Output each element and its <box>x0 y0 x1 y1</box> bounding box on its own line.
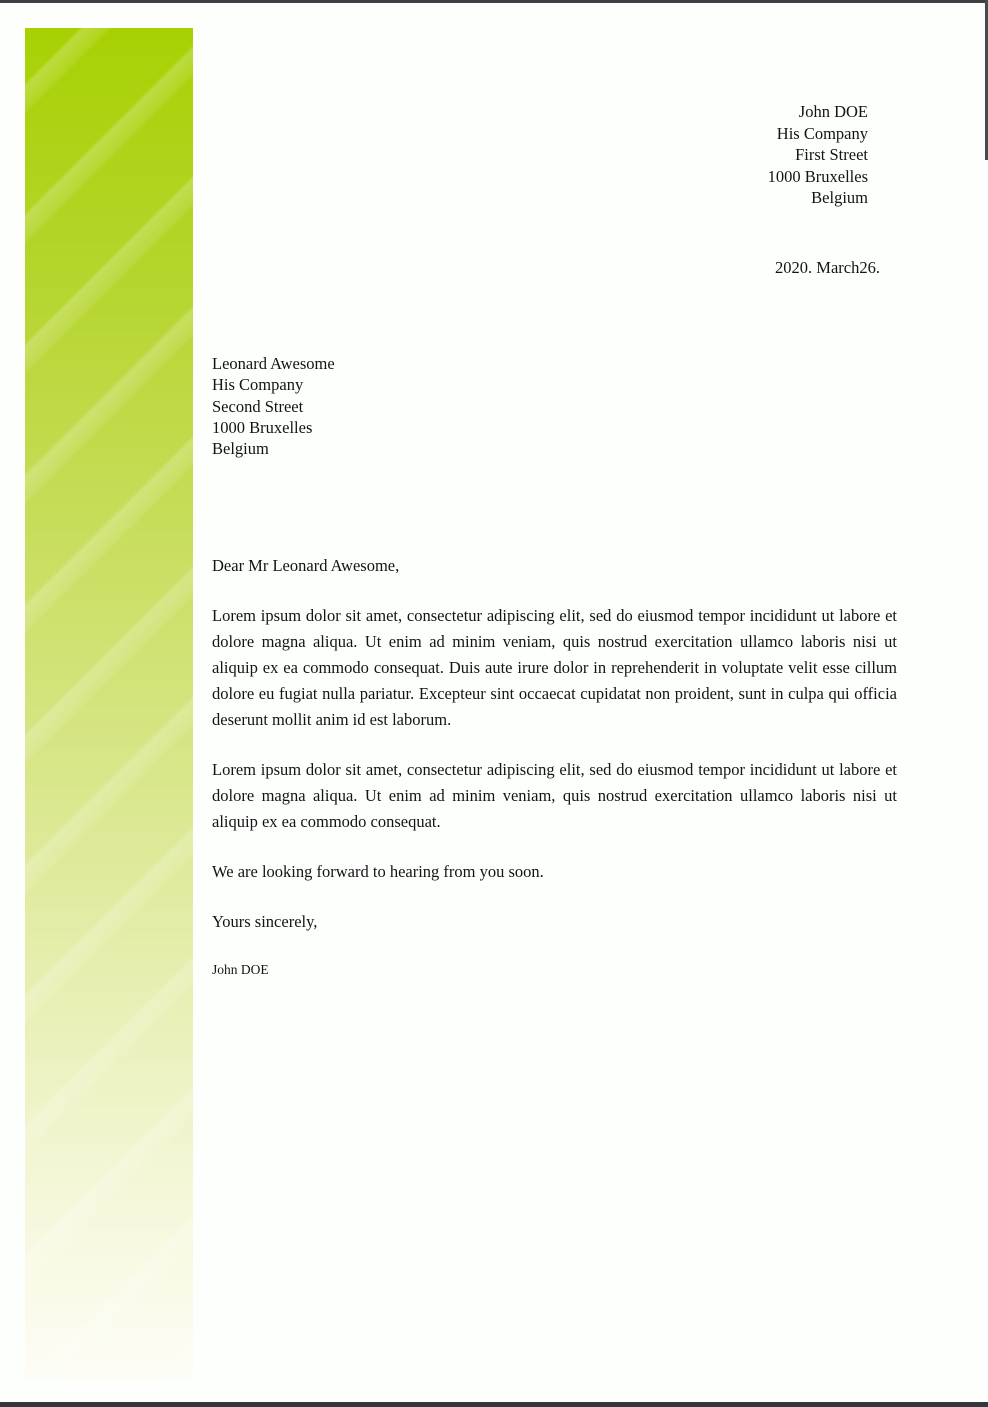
recipient-name: Leonard Awesome <box>212 354 335 373</box>
body-paragraph-1: Lorem ipsum dolor sit amet, consectetur adipiscing elit, sed do eiusmod tempor incididunt ut labore et dolore magna aliqua. Ut enim ad minim veniam, quis nostrud exercitation ullamco laboris nisi ut aliquip ex ea commodo consequat. Duis aute irure dolor in reprehenderit in voluptate velit esse cillum dolore eu fugiat nulla pariatur. Excepteur sint occaecat cupidatat non proident, sunt in culpa qui officia deserunt mollit anim id est laborum. <box>212 606 897 729</box>
window-bottom-border <box>0 1402 988 1407</box>
closing-line: We are looking forward to hearing from you soon. <box>212 862 544 881</box>
recipient-company: His Company <box>212 375 304 395</box>
sender-country: Belgium <box>811 188 868 207</box>
body-paragraph-2: Lorem ipsum dolor sit amet, consectetur adipiscing elit, sed do eiusmod tempor incididunt ut labore et dolore magna aliqua. Ut enim ad minim veniam, quis nostrud exercitation ullamco laboris nisi ut aliquip ex ea commodo consequat. <box>212 760 897 831</box>
recipient-country: Belgium <box>212 439 269 459</box>
letter-date: 2020. March26. <box>775 258 880 277</box>
sender-company: His Company <box>776 123 868 143</box>
recipient-street: Second Street <box>212 396 304 416</box>
sender-street: First Street <box>795 145 868 164</box>
letterhead-accent-bar <box>25 28 193 1379</box>
recipient-city: 1000 Bruxelles <box>212 417 313 437</box>
valediction: Yours sincerely, <box>212 912 318 931</box>
sender-city: 1000 Bruxelles <box>767 166 868 186</box>
signature-name: John DOE <box>212 962 269 977</box>
window-top-border <box>0 0 988 3</box>
recipient-address-block <box>212 353 335 459</box>
sender-address-block <box>768 101 868 209</box>
salutation: Dear Mr Leonard Awesome, <box>212 556 400 575</box>
letter-body <box>212 553 897 980</box>
sender-name: John DOE <box>798 102 868 121</box>
